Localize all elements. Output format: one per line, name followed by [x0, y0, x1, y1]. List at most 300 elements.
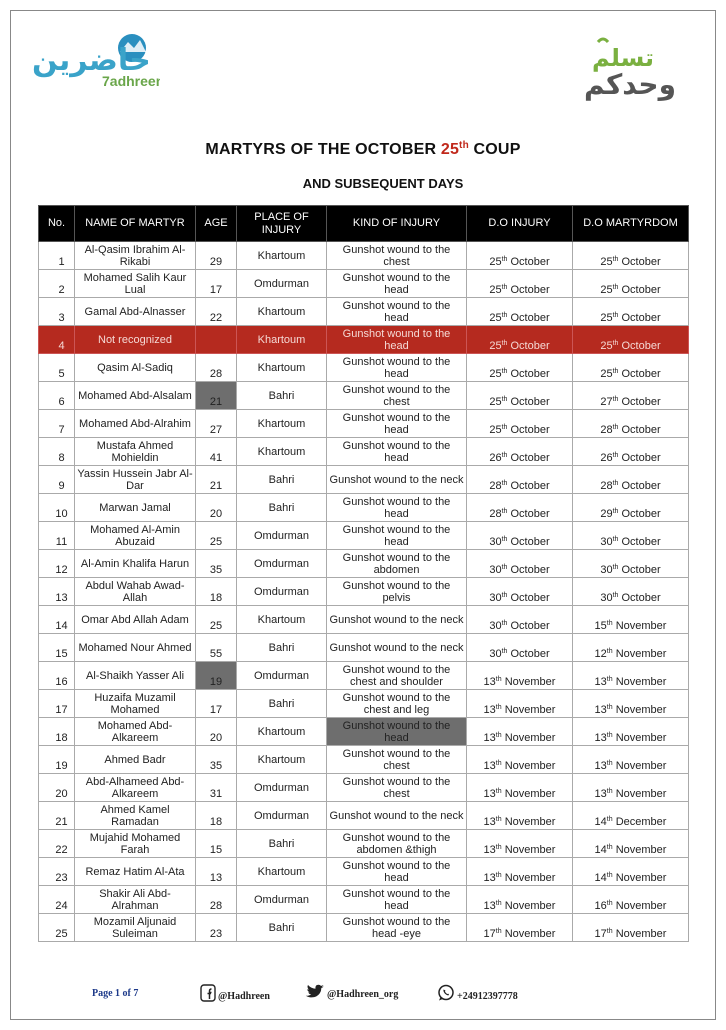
kind-of-injury: Gunshot wound to the head: [327, 410, 467, 438]
document-title: [0, 140, 726, 159]
date-suffix: th: [495, 788, 502, 795]
row-number: 19: [39, 746, 75, 774]
kind-of-injury: Gunshot wound to the pelvis: [327, 578, 467, 606]
date-of-martyrdom: [573, 662, 689, 690]
kind-of-injury: Gunshot wound to the chest: [327, 242, 467, 270]
date-month: November: [615, 928, 667, 940]
row-number: 13: [39, 578, 75, 606]
date-suffix: th: [501, 368, 508, 375]
martyr-name: Gamal Abd-Alnasser: [75, 298, 196, 326]
kind-of-injury: Gunshot wound to the neck: [327, 634, 467, 662]
date-suffix: th: [606, 732, 613, 739]
date-day: 13: [483, 900, 496, 912]
date-of-martyrdom: [573, 382, 689, 410]
date-suffix: th: [501, 620, 508, 627]
martyr-name: Remaz Hatim Al-Ata: [75, 858, 196, 886]
table-row: [39, 242, 689, 270]
date-of-injury: [467, 578, 573, 606]
svg-text:وحدكم: وحدكم: [584, 68, 676, 101]
date-month: October: [621, 312, 661, 324]
date-suffix: th: [501, 480, 508, 487]
date-day: 26: [600, 452, 613, 464]
kind-of-injury: Gunshot wound to the chest and shoulder: [327, 662, 467, 690]
date-day: 25: [600, 284, 613, 296]
date-suffix: th: [606, 676, 613, 683]
date-day: 13: [483, 788, 496, 800]
date-month: November: [504, 732, 556, 744]
date-day: 13: [594, 760, 607, 772]
martyr-age: 35: [196, 550, 237, 578]
martyr-name: Mohamed Nour Ahmed: [75, 634, 196, 662]
martyr-name: Mohamed Abd-Alrahim: [75, 410, 196, 438]
date-month: November: [504, 844, 556, 856]
date-suffix: th: [501, 564, 508, 571]
martyr-age: 17: [196, 690, 237, 718]
table-row: [39, 438, 689, 466]
place-of-injury: Khartoum: [237, 410, 327, 438]
date-day: 28: [600, 480, 613, 492]
kind-of-injury: Gunshot wound to the head: [327, 326, 467, 354]
place-of-injury: Bahri: [237, 914, 327, 942]
kind-of-injury: Gunshot wound to the chest: [327, 746, 467, 774]
date-day: 28: [489, 508, 502, 520]
date-suffix: th: [495, 704, 502, 711]
martyr-name: Al-Qasim Ibrahim Al-Rikabi: [75, 242, 196, 270]
martyr-name: Shakir Ali Abd-Alrahman: [75, 886, 196, 914]
date-of-injury: [467, 326, 573, 354]
martyr-name: Not recognized: [75, 326, 196, 354]
table-row: [39, 802, 689, 830]
row-number: 22: [39, 830, 75, 858]
date-day: 25: [600, 256, 613, 268]
date-month: October: [510, 536, 550, 548]
date-suffix: th: [612, 396, 619, 403]
date-suffix: th: [501, 536, 508, 543]
row-number: 20: [39, 774, 75, 802]
svg-text:7adhreen: 7adhreen: [102, 73, 160, 89]
date-month: October: [621, 256, 661, 268]
date-month: October: [510, 256, 550, 268]
date-suffix: th: [495, 732, 502, 739]
place-of-injury: Khartoum: [237, 354, 327, 382]
date-suffix: th: [612, 564, 619, 571]
date-month: November: [615, 732, 667, 744]
date-month: October: [621, 536, 661, 548]
date-suffix: th: [606, 760, 613, 767]
date-month: November: [504, 900, 556, 912]
date-month: October: [510, 396, 550, 408]
date-month: October: [621, 284, 661, 296]
date-suffix: th: [495, 844, 502, 851]
kind-of-injury: Gunshot wound to the head: [327, 354, 467, 382]
place-of-injury: Khartoum: [237, 326, 327, 354]
table-row: [39, 662, 689, 690]
date-month: October: [621, 592, 661, 604]
date-day: 30: [600, 536, 613, 548]
twitter-icon: [305, 984, 325, 1000]
date-of-martyrdom: [573, 522, 689, 550]
whatsapp-icon: [437, 984, 455, 1002]
date-suffix: th: [501, 396, 508, 403]
date-month: December: [615, 816, 667, 828]
kind-of-injury: Gunshot wound to the neck: [327, 606, 467, 634]
place-of-injury: Omdurman: [237, 662, 327, 690]
date-month: October: [510, 592, 550, 604]
date-day: 25: [489, 396, 502, 408]
date-day: 30: [489, 536, 502, 548]
date-day: 14: [594, 844, 607, 856]
date-month: November: [504, 704, 556, 716]
table-row: [39, 326, 689, 354]
martyr-age: 29: [196, 242, 237, 270]
date-month: November: [615, 704, 667, 716]
date-day: 17: [594, 928, 607, 940]
date-suffix: th: [501, 452, 508, 459]
date-of-martyrdom: [573, 802, 689, 830]
row-number: 5: [39, 354, 75, 382]
date-day: 27: [600, 396, 613, 408]
date-of-injury: [467, 774, 573, 802]
date-month: November: [615, 648, 667, 660]
header-dom: D.O MARTYRDOM: [573, 206, 689, 242]
place-of-injury: Khartoum: [237, 718, 327, 746]
martyr-age: 31: [196, 774, 237, 802]
date-day: 25: [600, 368, 613, 380]
table-row: [39, 914, 689, 942]
date-of-martyrdom: [573, 242, 689, 270]
date-suffix: th: [495, 816, 502, 823]
date-of-injury: [467, 690, 573, 718]
row-number: 4: [39, 326, 75, 354]
date-suffix: th: [612, 284, 619, 291]
martyr-age: 35: [196, 746, 237, 774]
date-day: 15: [594, 620, 607, 632]
martyr-name: Al-Amin Khalifa Harun: [75, 550, 196, 578]
table-row: [39, 298, 689, 326]
table-row: [39, 634, 689, 662]
facebook-label: @Hadhreen: [218, 991, 270, 1002]
martyr-age: 13: [196, 858, 237, 886]
date-day: 13: [594, 676, 607, 688]
date-of-injury: [467, 494, 573, 522]
place-of-injury: Bahri: [237, 690, 327, 718]
row-number: 12: [39, 550, 75, 578]
place-of-injury: Bahri: [237, 634, 327, 662]
martyr-name: Mohamed Abd-Alkareem: [75, 718, 196, 746]
date-day: 30: [489, 564, 502, 576]
date-suffix: th: [612, 508, 619, 515]
date-of-martyrdom: [573, 550, 689, 578]
kind-of-injury: Gunshot wound to the head: [327, 858, 467, 886]
place-of-injury: Khartoum: [237, 242, 327, 270]
date-month: October: [510, 340, 550, 352]
date-day: 26: [489, 452, 502, 464]
date-suffix: th: [606, 872, 613, 879]
table-row: [39, 382, 689, 410]
date-month: November: [615, 900, 667, 912]
date-day: 13: [594, 788, 607, 800]
date-suffix: th: [606, 928, 613, 935]
date-of-injury: [467, 270, 573, 298]
place-of-injury: Khartoum: [237, 298, 327, 326]
title-sup: th: [459, 140, 469, 151]
title-number: 25: [440, 141, 460, 158]
place-of-injury: Bahri: [237, 494, 327, 522]
date-month: October: [510, 648, 550, 660]
martyr-name: Mohamed Salih Kaur Lual: [75, 270, 196, 298]
date-day: 30: [489, 648, 502, 660]
row-number: 23: [39, 858, 75, 886]
table-row: [39, 522, 689, 550]
date-day: 25: [489, 368, 502, 380]
date-of-injury: [467, 354, 573, 382]
martyr-name: Qasim Al-Sadiq: [75, 354, 196, 382]
table-row: [39, 578, 689, 606]
date-suffix: th: [612, 340, 619, 347]
date-of-martyrdom: [573, 606, 689, 634]
date-day: 16: [594, 900, 607, 912]
date-month: November: [615, 872, 667, 884]
date-day: 13: [483, 760, 496, 772]
date-day: 30: [600, 592, 613, 604]
table-body: [39, 242, 689, 942]
date-month: November: [504, 788, 556, 800]
date-month: October: [621, 480, 661, 492]
date-day: 13: [483, 676, 496, 688]
date-of-martyrdom: [573, 298, 689, 326]
date-of-injury: [467, 914, 573, 942]
row-number: 10: [39, 494, 75, 522]
date-suffix: th: [606, 844, 613, 851]
kind-of-injury: Gunshot wound to the head: [327, 298, 467, 326]
date-of-martyrdom: [573, 578, 689, 606]
martyrs-table: [38, 205, 689, 942]
date-day: 13: [594, 704, 607, 716]
date-suffix: th: [612, 424, 619, 431]
martyr-age: 20: [196, 494, 237, 522]
date-suffix: th: [501, 340, 508, 347]
date-day: 30: [489, 592, 502, 604]
kind-of-injury: Gunshot wound to the abdomen: [327, 550, 467, 578]
place-of-injury: Omdurman: [237, 886, 327, 914]
row-number: 16: [39, 662, 75, 690]
date-of-injury: [467, 718, 573, 746]
table-row: [39, 690, 689, 718]
table-row: [39, 858, 689, 886]
row-number: 11: [39, 522, 75, 550]
row-number: 6: [39, 382, 75, 410]
row-number: 15: [39, 634, 75, 662]
date-day: 14: [594, 816, 607, 828]
date-of-injury: [467, 858, 573, 886]
row-number: 3: [39, 298, 75, 326]
date-suffix: th: [501, 592, 508, 599]
date-month: October: [621, 368, 661, 380]
date-of-injury: [467, 802, 573, 830]
place-of-injury: Bahri: [237, 830, 327, 858]
martyr-age: 15: [196, 830, 237, 858]
place-of-injury: Omdurman: [237, 550, 327, 578]
date-suffix: th: [501, 648, 508, 655]
kind-of-injury: Gunshot wound to the abdomen &thigh: [327, 830, 467, 858]
date-suffix: th: [606, 648, 613, 655]
date-day: 13: [483, 732, 496, 744]
kind-of-injury: Gunshot wound to the head: [327, 886, 467, 914]
martyr-age: 22: [196, 298, 237, 326]
martyr-name: Yassin Hussein Jabr Al-Dar: [75, 466, 196, 494]
table-row: [39, 746, 689, 774]
date-of-injury: [467, 606, 573, 634]
row-number: 1: [39, 242, 75, 270]
place-of-injury: Khartoum: [237, 438, 327, 466]
date-month: November: [615, 620, 667, 632]
martyr-age: 17: [196, 270, 237, 298]
date-day: 25: [489, 340, 502, 352]
date-suffix: th: [501, 312, 508, 319]
date-of-martyrdom: [573, 410, 689, 438]
table-row: [39, 830, 689, 858]
martyr-name: Mustafa Ahmed Mohieldin: [75, 438, 196, 466]
date-month: November: [615, 676, 667, 688]
date-day: 30: [600, 564, 613, 576]
row-number: 9: [39, 466, 75, 494]
date-of-martyrdom: [573, 326, 689, 354]
martyr-age: 25: [196, 522, 237, 550]
date-month: October: [510, 312, 550, 324]
date-of-martyrdom: [573, 774, 689, 802]
martyr-name: Omar Abd Allah Adam: [75, 606, 196, 634]
date-day: 28: [600, 424, 613, 436]
date-of-martyrdom: [573, 718, 689, 746]
date-suffix: th: [606, 900, 613, 907]
date-of-injury: [467, 634, 573, 662]
row-number: 7: [39, 410, 75, 438]
date-suffix: th: [495, 760, 502, 767]
date-day: 25: [600, 312, 613, 324]
date-day: 13: [483, 844, 496, 856]
date-month: October: [621, 452, 661, 464]
hadhreen-logo: [30, 28, 160, 98]
date-suffix: th: [612, 480, 619, 487]
date-day: 30: [489, 620, 502, 632]
date-suffix: th: [612, 536, 619, 543]
date-of-injury: [467, 410, 573, 438]
place-of-injury: Bahri: [237, 466, 327, 494]
date-month: October: [621, 508, 661, 520]
page-number: Page 1 of 7: [92, 988, 139, 999]
row-number: 21: [39, 802, 75, 830]
martyr-age: 25: [196, 606, 237, 634]
place-of-injury: Khartoum: [237, 746, 327, 774]
martyr-age: 23: [196, 914, 237, 942]
martyr-age: 18: [196, 802, 237, 830]
martyr-age: 19: [196, 662, 237, 690]
date-month: October: [510, 564, 550, 576]
date-suffix: th: [501, 508, 508, 515]
martyr-name: Marwan Jamal: [75, 494, 196, 522]
row-number: 24: [39, 886, 75, 914]
martyr-age: 21: [196, 382, 237, 410]
table-row: [39, 550, 689, 578]
date-of-martyrdom: [573, 494, 689, 522]
whatsapp-label: +24912397778: [457, 991, 518, 1002]
date-day: 25: [600, 340, 613, 352]
taslam-wahdakom-logo: [578, 36, 698, 106]
date-month: November: [504, 676, 556, 688]
date-of-martyrdom: [573, 830, 689, 858]
martyr-name: Ahmed Kamel Ramadan: [75, 802, 196, 830]
martyr-age: 28: [196, 354, 237, 382]
date-month: October: [621, 396, 661, 408]
date-month: October: [510, 368, 550, 380]
date-suffix: th: [606, 816, 613, 823]
date-day: 25: [489, 256, 502, 268]
date-of-injury: [467, 298, 573, 326]
date-month: October: [510, 480, 550, 492]
date-of-martyrdom: [573, 634, 689, 662]
date-of-martyrdom: [573, 858, 689, 886]
date-suffix: th: [612, 592, 619, 599]
title-text: MARTYRS OF THE OCTOBER: [205, 141, 441, 158]
twitter-label: @Hadhreen_org: [327, 989, 399, 1000]
header-age: AGE: [196, 206, 237, 242]
martyr-age: 21: [196, 466, 237, 494]
twitter-handle[interactable]: [305, 984, 398, 1000]
document-subtitle: AND SUBSEQUENT DAYS: [302, 176, 464, 191]
martyr-age: 41: [196, 438, 237, 466]
date-suffix: th: [612, 312, 619, 319]
martyr-name: Ahmed Badr: [75, 746, 196, 774]
date-of-injury: [467, 746, 573, 774]
date-suffix: th: [612, 256, 619, 263]
martyr-name: Abd-Alhameed Abd-Alkareem: [75, 774, 196, 802]
date-of-martyrdom: [573, 914, 689, 942]
date-day: 25: [489, 312, 502, 324]
date-of-injury: [467, 522, 573, 550]
martyr-age: [196, 326, 237, 354]
martyr-age: 55: [196, 634, 237, 662]
whatsapp-number[interactable]: [437, 984, 518, 1002]
date-day: 13: [483, 872, 496, 884]
date-suffix: th: [501, 284, 508, 291]
title-text-end: COUP: [468, 141, 521, 158]
date-month: October: [621, 340, 661, 352]
date-suffix: th: [606, 788, 613, 795]
martyr-name: Al-Shaikh Yasser Ali: [75, 662, 196, 690]
kind-of-injury: Gunshot wound to the chest: [327, 774, 467, 802]
place-of-injury: Omdurman: [237, 802, 327, 830]
kind-of-injury: Gunshot wound to the head: [327, 718, 467, 746]
table-row: [39, 410, 689, 438]
date-of-martyrdom: [573, 270, 689, 298]
table-row: [39, 466, 689, 494]
kind-of-injury: Gunshot wound to the neck: [327, 802, 467, 830]
place-of-injury: Khartoum: [237, 858, 327, 886]
date-suffix: th: [606, 704, 613, 711]
date-of-martyrdom: [573, 438, 689, 466]
place-of-injury: Khartoum: [237, 606, 327, 634]
row-number: 25: [39, 914, 75, 942]
table-row: [39, 774, 689, 802]
date-day: 13: [483, 816, 496, 828]
date-month: October: [510, 620, 550, 632]
kind-of-injury: Gunshot wound to the head: [327, 494, 467, 522]
facebook-icon: [200, 984, 216, 1002]
facebook-handle[interactable]: [200, 984, 270, 1002]
date-month: October: [510, 424, 550, 436]
date-day: 25: [489, 424, 502, 436]
date-day: 13: [594, 732, 607, 744]
